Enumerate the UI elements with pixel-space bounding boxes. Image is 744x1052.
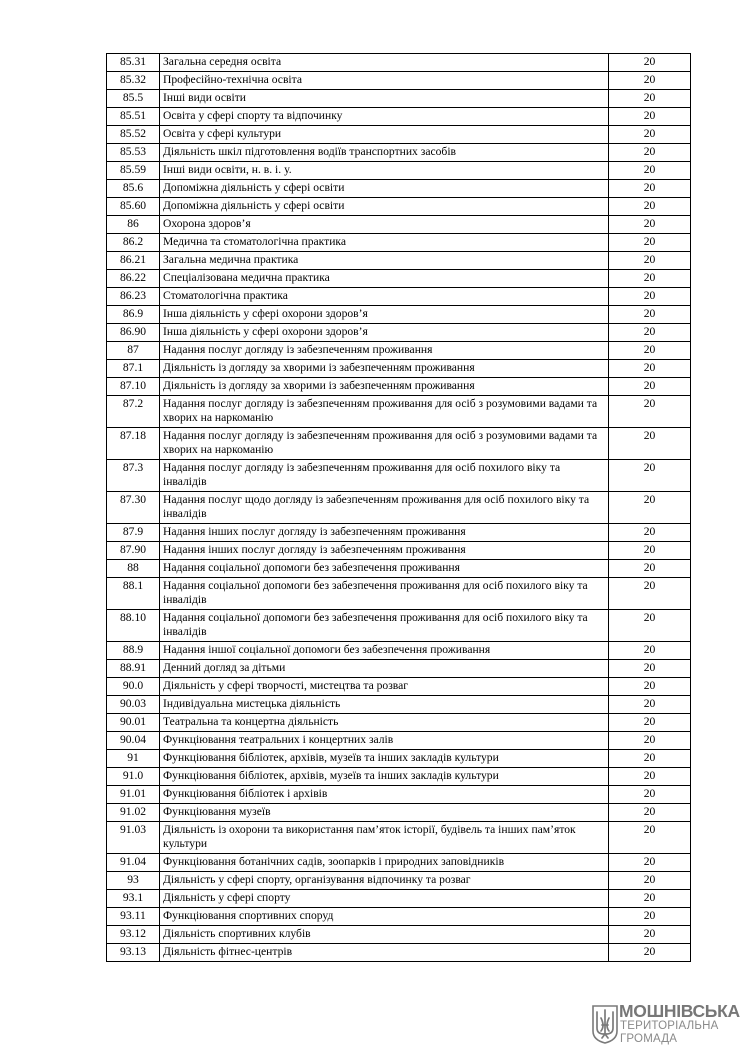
activity-name-cell: Інша діяльність у сфері охорони здоров’я [160,306,609,324]
rate-value-cell: 20 [609,234,691,252]
rate-value-cell: 20 [609,72,691,90]
table-row [107,542,691,560]
activity-code-cell: 87.1 [107,360,160,378]
logo-title: МОШНІВСЬКА [619,1001,740,1021]
activity-codes-table [106,53,691,962]
rate-value-cell: 20 [609,560,691,578]
table-row [107,54,691,72]
activity-name-cell: Театральна та концертна діяльність [160,714,609,732]
activity-name-cell: Медична та стоматологічна практика [160,234,609,252]
activity-code-cell: 86.21 [107,252,160,270]
rate-value-cell: 20 [609,306,691,324]
activity-name-cell: Надання соціальної допомоги без забезпечення проживання [160,560,609,578]
activity-code-cell: 87.9 [107,524,160,542]
rate-value-cell: 20 [609,872,691,890]
rate-value-cell: 20 [609,678,691,696]
table-row [107,162,691,180]
activity-name-cell: Стоматологічна практика [160,288,609,306]
activity-code-cell: 86.2 [107,234,160,252]
activity-code-cell: 91.0 [107,768,160,786]
rate-value-cell: 20 [609,854,691,872]
rate-value-cell: 20 [609,324,691,342]
activity-name-cell: Діяльність у сфері творчості, мистецтва та розваг [160,678,609,696]
table-row [107,324,691,342]
activity-name-cell: Надання інших послуг догляду із забезпеченням проживання [160,542,609,560]
activity-name-cell: Діяльність фітнес-центрів [160,944,609,962]
table-row [107,854,691,872]
activity-code-cell: 86.23 [107,288,160,306]
table-row [107,822,691,854]
table-row [107,678,691,696]
rate-value-cell: 20 [609,786,691,804]
activity-name-cell: Надання соціальної допомоги без забезпечення проживання для осіб похилого віку та інвалідів [160,610,609,642]
logo-subtitle-line2: ГРОМАДА [620,1033,678,1045]
activity-code-cell: 85.5 [107,90,160,108]
activity-name-cell: Інші види освіти [160,90,609,108]
activity-code-cell: 86.22 [107,270,160,288]
activity-name-cell: Функціювання театральних і концертних залів [160,732,609,750]
activity-name-cell: Функціювання бібліотек, архівів, музеїв та інших закладів культури [160,750,609,768]
rate-value-cell: 20 [609,492,691,524]
table-row [107,804,691,822]
table-row [107,90,691,108]
activity-code-cell: 93.13 [107,944,160,962]
activity-name-cell: Діяльність у сфері спорту [160,890,609,908]
activity-code-cell: 93.1 [107,890,160,908]
table-row [107,524,691,542]
table-row [107,944,691,962]
activity-code-cell: 90.03 [107,696,160,714]
activity-name-cell: Надання послуг догляду із забезпеченням проживання [160,342,609,360]
rate-value-cell: 20 [609,890,691,908]
table-row [107,180,691,198]
activity-code-cell: 88.1 [107,578,160,610]
table-row [107,252,691,270]
activity-name-cell: Надання послуг щодо догляду із забезпеченням проживання для осіб похилого віку та інвалідів [160,492,609,524]
trident-emblem-icon [592,1004,618,1044]
activity-code-cell: 90.0 [107,678,160,696]
rate-value-cell: 20 [609,696,691,714]
table-row [107,198,691,216]
rate-value-cell: 20 [609,180,691,198]
rate-value-cell: 20 [609,578,691,610]
table-row [107,306,691,324]
activity-code-cell: 85.60 [107,198,160,216]
table-row [107,126,691,144]
activity-name-cell: Спеціалізована медична практика [160,270,609,288]
rate-value-cell: 20 [609,714,691,732]
table-row [107,926,691,944]
rate-value-cell: 20 [609,610,691,642]
activity-name-cell: Функціювання бібліотек, архівів, музеїв та інших закладів культури [160,768,609,786]
rate-value-cell: 20 [609,732,691,750]
activity-code-cell: 87.30 [107,492,160,524]
activity-code-cell: 86 [107,216,160,234]
activity-name-cell: Функціювання спортивних споруд [160,908,609,926]
activity-code-cell: 91.01 [107,786,160,804]
activity-name-cell: Надання послуг догляду із забезпеченням проживання для осіб з розумовими вадами та хворих на наркоманію [160,428,609,460]
table-row [107,908,691,926]
activity-name-cell: Діяльність шкіл підготовлення водіїв транспортних засобів [160,144,609,162]
table-row [107,732,691,750]
activity-code-cell: 88 [107,560,160,578]
activity-code-cell: 85.31 [107,54,160,72]
rate-value-cell: 20 [609,642,691,660]
table-row [107,342,691,360]
table-row [107,360,691,378]
rate-value-cell: 20 [609,378,691,396]
table-row [107,144,691,162]
logo-subtitle-line1: ТЕРИТОРІАЛЬНА [620,1020,719,1032]
table-row [107,460,691,492]
rate-value-cell: 20 [609,926,691,944]
table-row [107,234,691,252]
activity-name-cell: Інші види освіти, н. в. і. у. [160,162,609,180]
table-row [107,872,691,890]
table-row [107,578,691,610]
rate-value-cell: 20 [609,360,691,378]
rate-value-cell: 20 [609,908,691,926]
rate-value-cell: 20 [609,288,691,306]
rate-value-cell: 20 [609,54,691,72]
activity-name-cell: Діяльність у сфері спорту, організування відпочинку та розваг [160,872,609,890]
activity-code-cell: 88.10 [107,610,160,642]
activity-name-cell: Допоміжна діяльність у сфері освіти [160,180,609,198]
activity-name-cell: Допоміжна діяльність у сфері освіти [160,198,609,216]
activity-code-cell: 87.10 [107,378,160,396]
activity-code-cell: 85.59 [107,162,160,180]
activity-name-cell: Загальна середня освіта [160,54,609,72]
rate-value-cell: 20 [609,342,691,360]
rate-value-cell: 20 [609,804,691,822]
activity-code-cell: 93.11 [107,908,160,926]
rate-value-cell: 20 [609,460,691,492]
activity-code-cell: 90.04 [107,732,160,750]
activity-code-cell: 88.9 [107,642,160,660]
table-row [107,610,691,642]
activity-name-cell: Освіта у сфері культури [160,126,609,144]
activity-code-cell: 91.03 [107,822,160,854]
table-row [107,396,691,428]
table-row [107,428,691,460]
activity-code-cell: 85.51 [107,108,160,126]
activity-code-cell: 88.91 [107,660,160,678]
activity-name-cell: Денний догляд за дітьми [160,660,609,678]
rate-value-cell: 20 [609,270,691,288]
activity-name-cell: Надання інших послуг догляду із забезпеченням проживання [160,524,609,542]
activity-code-cell: 86.90 [107,324,160,342]
rate-value-cell: 20 [609,524,691,542]
table-row [107,560,691,578]
activity-name-cell: Інша діяльність у сфері охорони здоров’я [160,324,609,342]
rate-value-cell: 20 [609,822,691,854]
rate-value-cell: 20 [609,108,691,126]
rate-value-cell: 20 [609,144,691,162]
activity-code-cell: 90.01 [107,714,160,732]
activity-code-cell: 91.02 [107,804,160,822]
activity-code-cell: 87.2 [107,396,160,428]
rate-value-cell: 20 [609,428,691,460]
activity-name-cell: Охорона здоров’я [160,216,609,234]
activity-code-cell: 85.32 [107,72,160,90]
community-logo [592,1001,740,1047]
activity-code-cell: 87 [107,342,160,360]
table-row [107,750,691,768]
activity-name-cell: Діяльність із догляду за хворими із забезпеченням проживання [160,378,609,396]
table-row [107,714,691,732]
activity-name-cell: Функціювання ботанічних садів, зоопарків і природних заповідників [160,854,609,872]
table-row [107,696,691,714]
table-row [107,768,691,786]
activity-code-cell: 93.12 [107,926,160,944]
table-row [107,108,691,126]
table-row [107,378,691,396]
activity-name-cell: Надання соціальної допомоги без забезпечення проживання для осіб похилого віку та інвалідів [160,578,609,610]
rate-value-cell: 20 [609,660,691,678]
rate-value-cell: 20 [609,216,691,234]
table-row [107,216,691,234]
rate-value-cell: 20 [609,198,691,216]
rate-value-cell: 20 [609,162,691,180]
table-row [107,492,691,524]
activity-code-cell: 87.18 [107,428,160,460]
rate-value-cell: 20 [609,90,691,108]
rate-value-cell: 20 [609,542,691,560]
table-row [107,642,691,660]
activity-name-cell: Функціювання музеїв [160,804,609,822]
activity-code-cell: 93 [107,872,160,890]
table-row [107,270,691,288]
activity-name-cell: Функціювання бібліотек і архівів [160,786,609,804]
activity-name-cell: Освіта у сфері спорту та відпочинку [160,108,609,126]
activity-name-cell: Професійно-технічна освіта [160,72,609,90]
rate-value-cell: 20 [609,944,691,962]
activity-name-cell: Діяльність із охорони та використання пам’яток історії, будівель та інших пам’яток культури [160,822,609,854]
table-row [107,288,691,306]
rate-value-cell: 20 [609,768,691,786]
rate-value-cell: 20 [609,126,691,144]
rate-value-cell: 20 [609,396,691,428]
activity-code-cell: 91 [107,750,160,768]
activity-code-cell: 91.04 [107,854,160,872]
activity-name-cell: Надання послуг догляду із забезпеченням проживання для осіб з розумовими вадами та хворих на наркоманію [160,396,609,428]
rate-value-cell: 20 [609,750,691,768]
activity-code-cell: 86.9 [107,306,160,324]
activity-code-cell: 85.52 [107,126,160,144]
activity-code-cell: 85.53 [107,144,160,162]
table-row [107,786,691,804]
table-row [107,660,691,678]
activity-code-cell: 87.90 [107,542,160,560]
activity-name-cell: Індивідуальна мистецька діяльність [160,696,609,714]
rate-value-cell: 20 [609,252,691,270]
table-row [107,890,691,908]
activity-name-cell: Надання послуг догляду із забезпеченням проживання для осіб похилого віку та інвалідів [160,460,609,492]
activity-name-cell: Загальна медична практика [160,252,609,270]
activity-name-cell: Надання іншої соціальної допомоги без забезпечення проживання [160,642,609,660]
activity-name-cell: Діяльність спортивних клубів [160,926,609,944]
activity-name-cell: Діяльність із догляду за хворими із забезпеченням проживання [160,360,609,378]
activity-code-cell: 87.3 [107,460,160,492]
activity-code-cell: 85.6 [107,180,160,198]
table-row [107,72,691,90]
